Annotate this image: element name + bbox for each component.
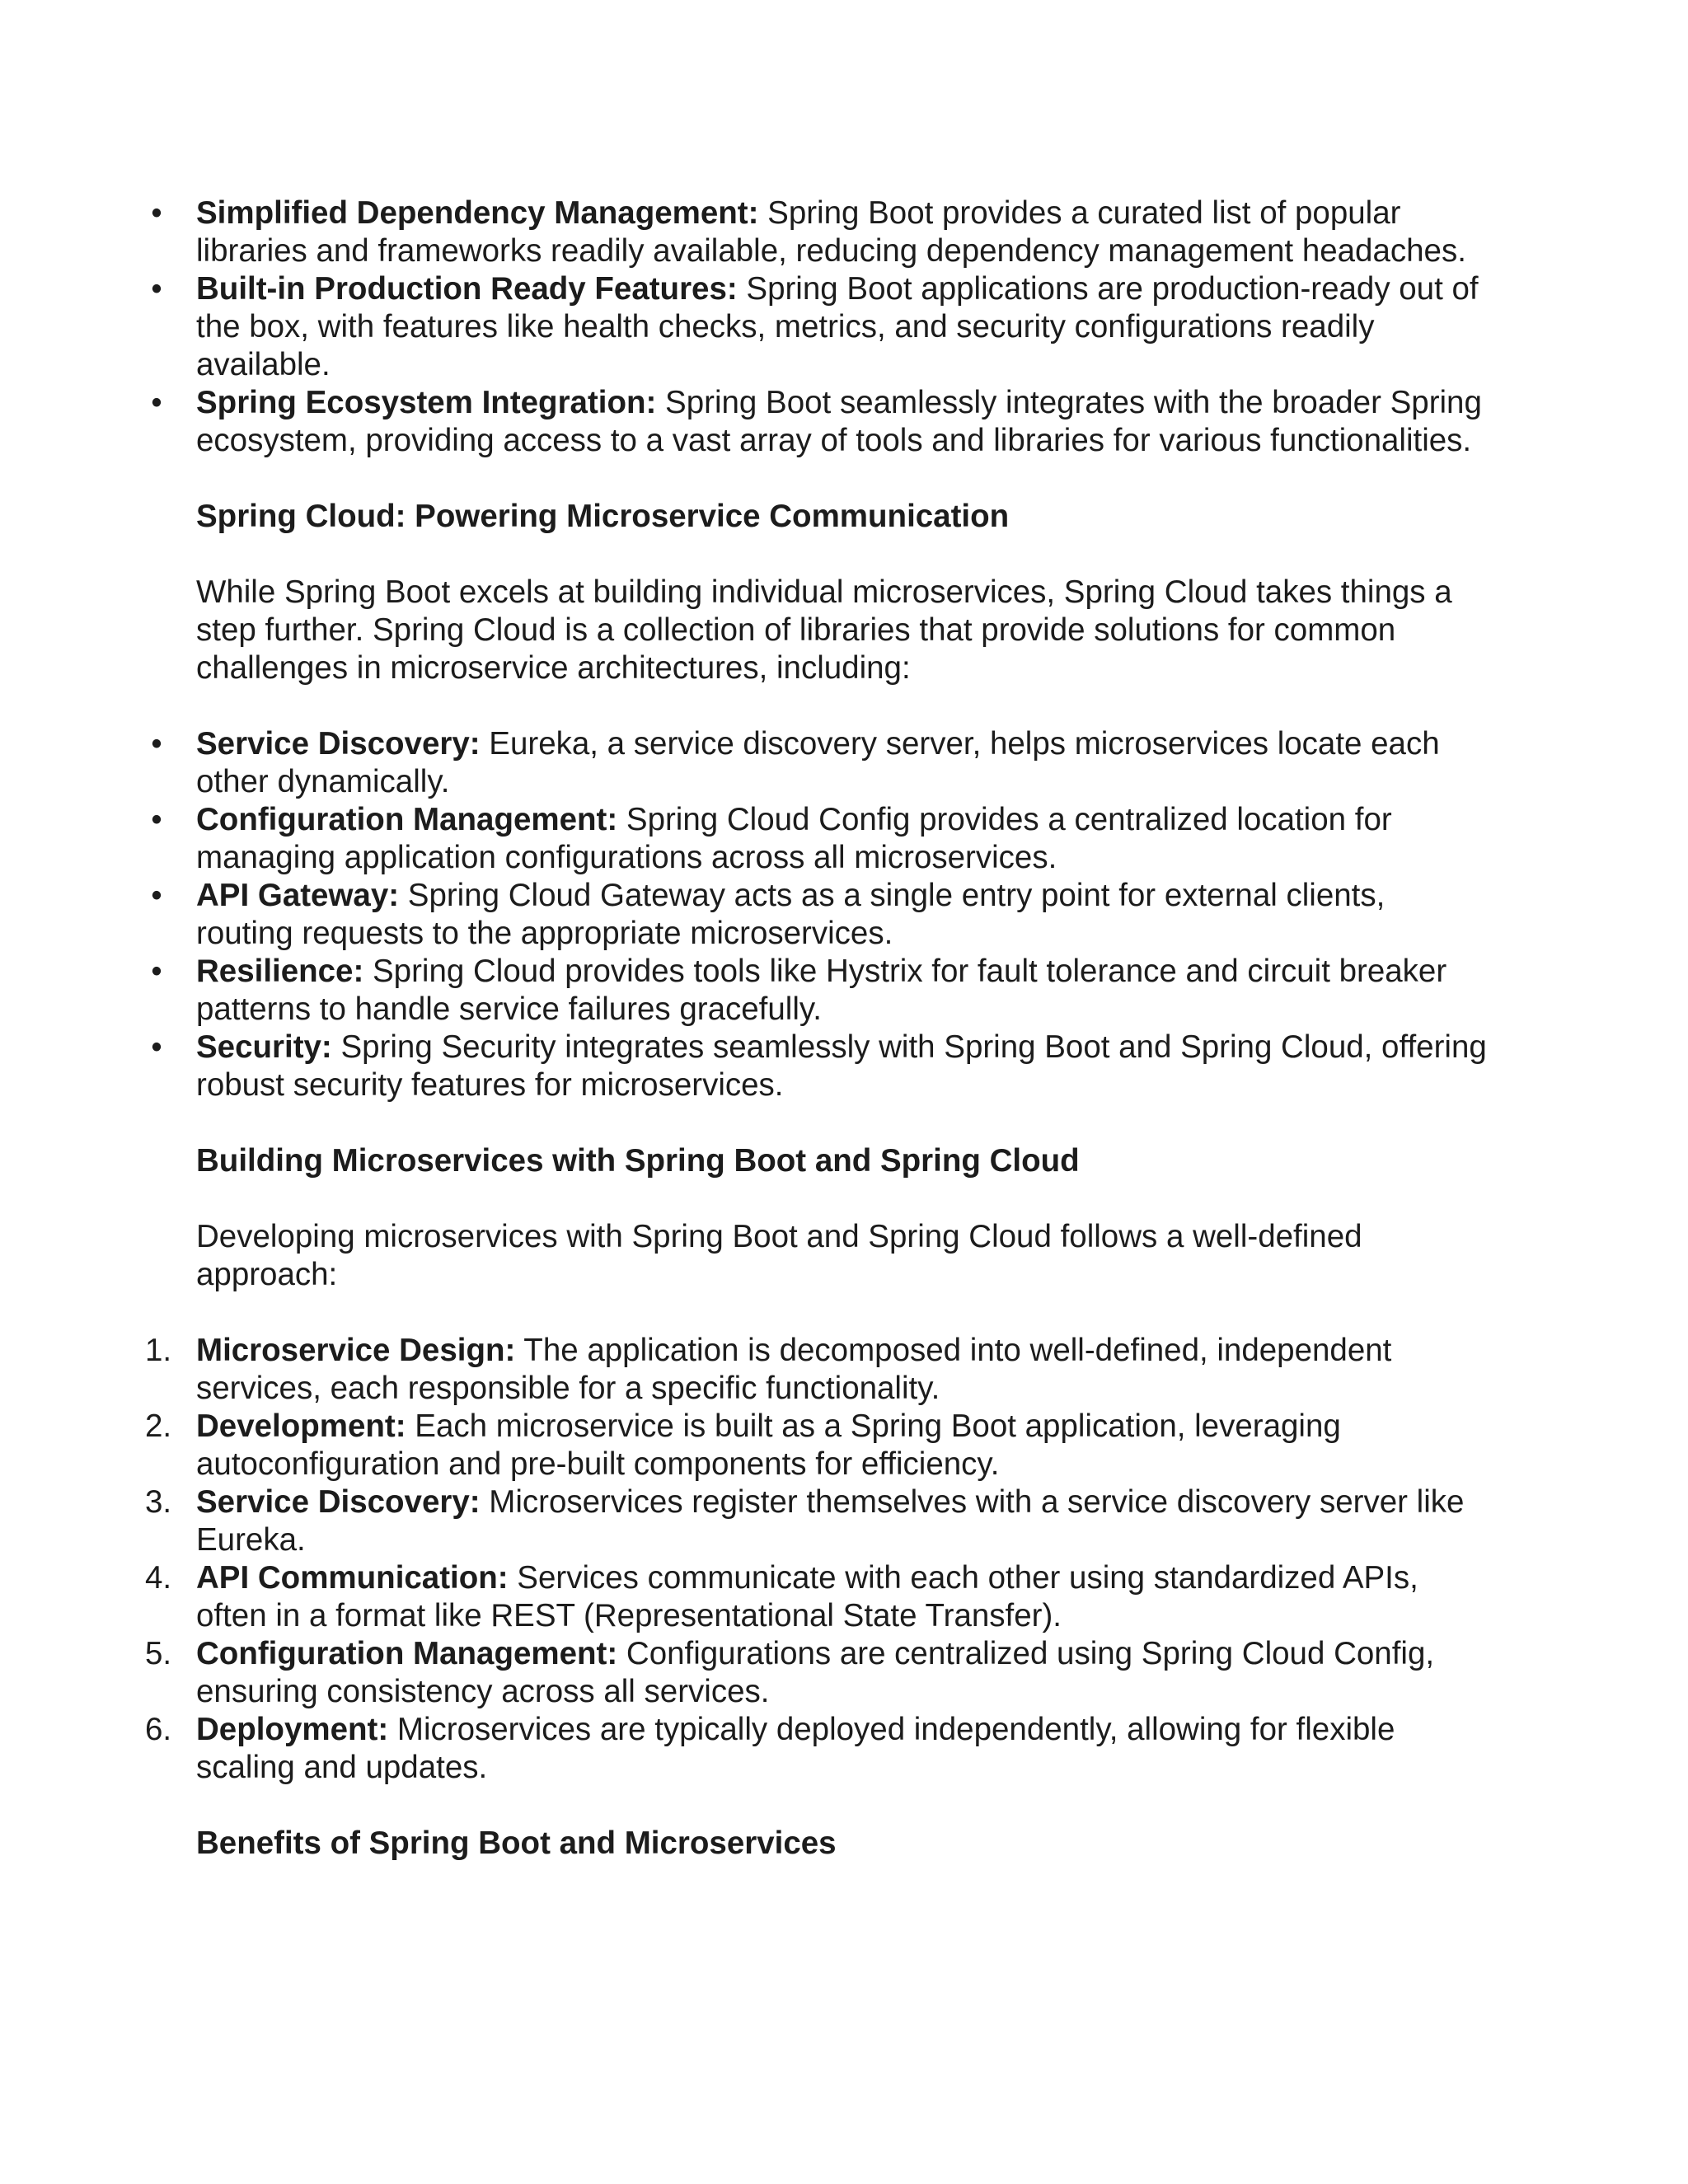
list-item-term: Resilience: [196,954,364,989]
list-item-text: Microservices register themselves with a service discovery server like Eureka. [196,1484,1465,1558]
list-item-term: Microservice Design: [196,1333,516,1368]
bullet-icon: • [151,954,162,989]
list-item-text: The application is decomposed into well-defined, independent services, each responsible for a specific functionality. [196,1333,1392,1406]
list-item-text: Spring Security integrates seamlessly with Spring Boot and Spring Cloud, offering robust security features for microservices. [196,1029,1487,1103]
list-item-term: Simplified Dependency Management: [196,195,759,231]
spacer [196,1104,1490,1142]
list-item-text: Microservices are typically deployed independently, allowing for flexible scaling and updates. [196,1712,1395,1785]
list-item-term: Deployment: [196,1712,389,1747]
bullet-icon: • [151,1029,162,1065]
spacer [196,1787,1490,1825]
list-item-term: Built-in Production Ready Features: [196,271,738,307]
document-body [145,194,1490,1863]
list-item-term: Configuration Management: [196,1636,618,1671]
list-item-term: Service Discovery: [196,726,481,762]
list-item-term: API Gateway: [196,878,400,913]
section-intro: Developing microservices with Spring Boot and Spring Cloud follows a well-defined approach: [196,1219,1362,1292]
section-intro: While Spring Boot excels at building individual microservices, Spring Cloud takes things a step further. Spring Cloud is a collection of libraries that provide solutions for common challenges in microservice architectures, including: [196,574,1452,686]
section-heading: Spring Cloud: Powering Microservice Communication [196,499,1010,534]
spring-cloud-feature-list [151,725,1490,1104]
list-item [151,877,1490,953]
section-heading: Building Microservices with Spring Boot and Spring Cloud [196,1143,1080,1179]
item-number: 5. [145,1636,172,1671]
steps-list [145,1332,1490,1787]
item-number: 3. [145,1484,172,1520]
list-item-term: Service Discovery: [196,1484,481,1520]
feature-list [151,194,1490,460]
spacer [196,536,1490,574]
item-number: 6. [145,1712,172,1747]
list-item-text: Spring Boot seamlessly integrates with the broader Spring ecosystem, providing access to a vast array of tools and libraries for various functionalities. [196,385,1482,458]
bullet-icon: • [151,802,162,837]
list-item-text: Spring Boot applications are production-ready out of the box, with features like health checks, metrics, and security configurations readily available. [196,271,1479,382]
list-item-text: Spring Cloud provides tools like Hystrix for fault tolerance and circuit breaker patterns to handle service failures gracefully. [196,954,1447,1027]
list-item-term: Security: [196,1029,332,1065]
bullet-icon: • [151,195,162,231]
spacer [196,460,1490,498]
bullet-icon: • [151,726,162,762]
list-item-term: Configuration Management: [196,802,618,837]
item-number: 4. [145,1560,172,1596]
numbered-item [145,1408,1490,1483]
bullet-icon: • [151,385,162,420]
list-item [151,801,1490,877]
spacer [196,1294,1490,1332]
list-item [151,270,1490,384]
list-item-term: Spring Ecosystem Integration: [196,385,657,420]
numbered-item [145,1332,1490,1408]
list-item [151,1029,1490,1104]
list-item-text: Services communicate with each other using standardized APIs, often in a format like REST (Representational State Transfer). [196,1560,1418,1633]
spacer [196,1180,1490,1218]
numbered-item [145,1711,1490,1787]
list-item-text: Spring Cloud Config provides a centralized location for managing application configurations across all microservices. [196,802,1392,875]
item-number: 2. [145,1408,172,1444]
numbered-item [145,1559,1490,1635]
numbered-item [145,1635,1490,1711]
spacer [196,687,1490,725]
list-item [151,194,1490,270]
list-item-term: Development: [196,1408,406,1444]
bullet-icon: • [151,878,162,913]
numbered-item [145,1483,1490,1559]
list-item [151,953,1490,1029]
section-heading: Benefits of Spring Boot and Microservices [196,1825,837,1861]
list-item-text: Each microservice is built as a Spring Boot application, leveraging autoconfiguration and pre-built components for efficiency. [196,1408,1341,1482]
list-item-text: Eureka, a service discovery server, helps microservices locate each other dynamically. [196,726,1440,799]
list-item [151,725,1490,801]
list-item-text: Spring Boot provides a curated list of popular libraries and frameworks readily available, reducing dependency management headaches. [196,195,1466,269]
bullet-icon: • [151,271,162,307]
list-item-text: Spring Cloud Gateway acts as a single entry point for external clients, routing requests to the appropriate microservices. [196,878,1386,951]
list-item-text: Configurations are centralized using Spring Cloud Config, ensuring consistency across all services. [196,1636,1435,1709]
list-item [151,384,1490,460]
item-number: 1. [145,1333,172,1368]
list-item-term: API Communication: [196,1560,509,1596]
